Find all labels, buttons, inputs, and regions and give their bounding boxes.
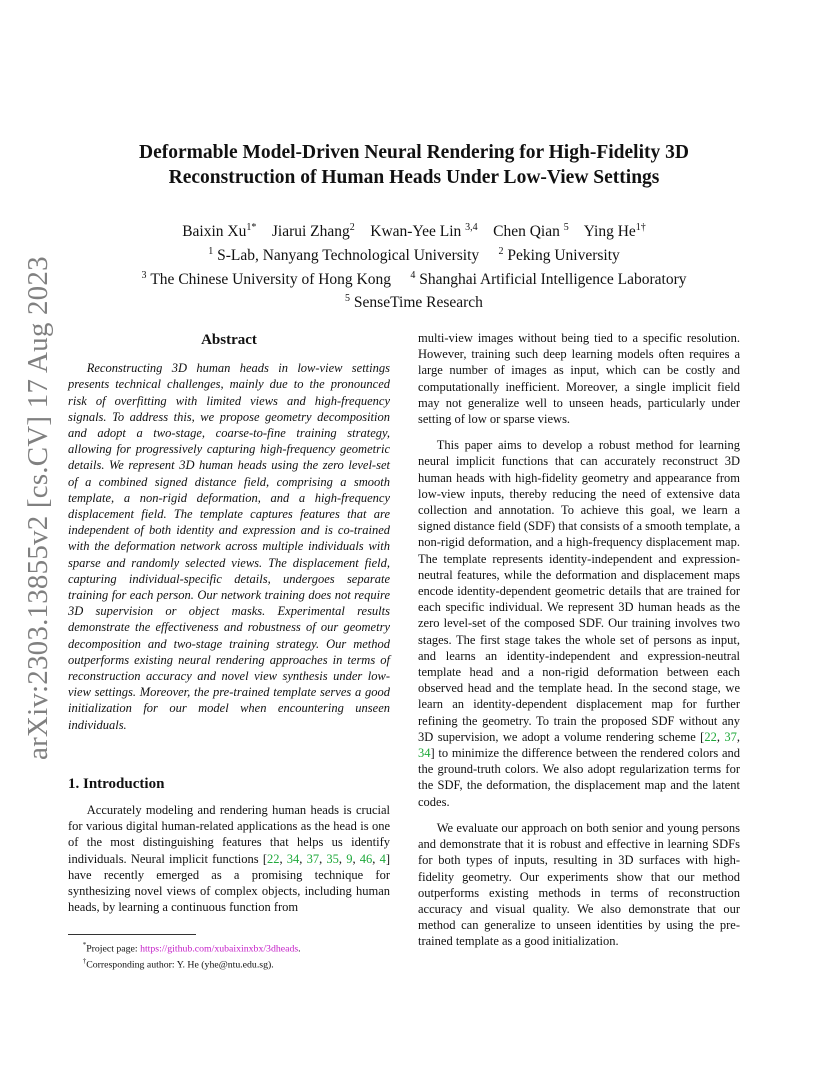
- affiliation-line-3: [80, 289, 748, 313]
- intro-text: ] to minimize the difference between the rendered colors and the ground-truth colors. We also adopt regularization terms for the SDF, the deformation, the displacement map and the latent codes.: [418, 746, 740, 809]
- citation-link[interactable]: 35: [326, 851, 339, 866]
- affiliation-sup: 4: [410, 269, 416, 281]
- footnote-mark: *: [82, 941, 87, 949]
- author-block: [80, 218, 748, 313]
- intro-paragraph-1-continued: multi-view images without being tied to a specific resolution. However, training such deep learning models often requires a large number of images as input, which can be costly and computationally inefficient. Moreover, a single implicit field may not generalize well to unseen heads, particularly under setting of low or sparse views.: [418, 331, 740, 427]
- footnote-1: [68, 939, 390, 955]
- title-line-2: Reconstruction of Human Heads Under Low-View Settings: [168, 167, 660, 188]
- affiliation: The Chinese University of Hong Kong: [150, 270, 391, 288]
- author-name: Kwan-Yee Lin: [370, 223, 462, 241]
- author-name: Baixin Xu: [182, 223, 247, 241]
- author-sup: 2: [349, 222, 355, 233]
- footnote-text: Corresponding author: Y. He (yhe@ntu.edu.sg).: [86, 959, 274, 971]
- citation-link[interactable]: 22: [266, 851, 280, 866]
- footnotes: [68, 939, 390, 972]
- author-list: [80, 218, 748, 242]
- intro-paragraph-2: This paper aims to develop a robust method for learning neural implicit functions that can accurately reconstruct 3D human heads with high-fidelity geometry and appearance from low-view inputs, thereby reducing the need of extensive data collection and annotation. To achieve this goal, we learn a signed distance field (SDF) that consists of a smooth template, a non-rigid deformation, and a high-frequency displacement map. The template represents identity-independent and expression-neutral features, while the deformation and displacement maps encode identity-dependent geometric details that are trained for each specific individual. We represent 3D human heads as the zero level-set of the composed SDF. Our training involves two stages. The first stage takes the whole set of persons as input, and learns an identity-independent and expression-neutral template head and a non-rigid deformation between each observed head and the template head. In the second stage, we learn an identity-dependent displacement map for further refining the geometry. To train the proposed SDF without any 3D supervision, we adopt a volume rendering scheme [22, 37, 34] to minimize the difference between the rendered colors and the ground-truth colors. We also adopt regularization terms for the SDF, the deformation, the displacement map and the latent codes.: [418, 438, 740, 809]
- affiliation: Peking University: [507, 246, 620, 264]
- citation-link[interactable]: 37: [306, 851, 320, 866]
- affiliation-sup: 3: [141, 269, 147, 281]
- introduction-heading: 1. Introduction: [68, 775, 165, 792]
- author-name: Jiarui Zhang: [271, 223, 350, 241]
- affiliation: SenseTime Research: [353, 294, 483, 312]
- footnote-rule: [68, 934, 196, 935]
- affiliation: S-Lab, Nanyang Technological University: [217, 246, 480, 264]
- author-sup: 1†: [635, 222, 646, 233]
- intro-text: Accurately modeling and rendering human heads is crucial for various digital human-related applications as the head is one of the most distinguishing features that helps us identify individuals. Neural implicit functions [: [68, 803, 390, 866]
- citation-link[interactable]: 34: [286, 851, 300, 866]
- left-column: [68, 330, 390, 926]
- citation-link[interactable]: 22: [704, 729, 717, 744]
- footnote-text: .: [298, 943, 301, 955]
- affiliation-sup: 2: [498, 245, 504, 257]
- paper-title: [100, 140, 728, 190]
- project-page-link[interactable]: https://github.com/xubaixinxbx/3dheads: [140, 943, 299, 955]
- affiliation-sup: 5: [345, 293, 351, 305]
- author-name: Ying He: [583, 223, 636, 241]
- citation-link[interactable]: 4: [379, 851, 386, 866]
- citation-link[interactable]: 37: [724, 729, 737, 744]
- affiliation-line-2: [80, 266, 748, 290]
- citation-link[interactable]: 34: [418, 746, 431, 761]
- arxiv-stamp: arXiv:2303.13855v2 [cs.CV] 17 Aug 2023: [22, 256, 54, 760]
- citation-link[interactable]: 9: [346, 851, 353, 866]
- intro-paragraph-3: We evaluate our approach on both senior and young persons and demonstrate that it is robust and effective in learning SDFs for both types of inputs, resulting in 3D surfaces with high-fidelity geometry. Our experiments show that our method outperforms existing methods in terms of reconstruction accuracy and visual quality. We also demonstrate that our method can generalize to unseen identities by using the pre-trained template as a good initialization.: [418, 820, 740, 949]
- author-name: Chen Qian: [493, 223, 560, 241]
- affiliation-sup: 1: [208, 245, 214, 257]
- right-column: [418, 330, 740, 960]
- author-sup: 1*: [246, 222, 257, 233]
- footnote-text: Project page:: [86, 943, 141, 955]
- intro-paragraph-1: Accurately modeling and rendering human heads is crucial for various digital human-related applications as the head is one of the most distinguishing features that helps us identify individuals. Neural implicit functions [22, 34, 37, 35, 9, 46, 4] have recently emerged as a promising technique for synthesizing novel views of complex objects, including human heads, by learning a continuous function from: [68, 803, 391, 915]
- author-sup: 3,4: [465, 222, 478, 233]
- abstract-heading: Abstract: [201, 332, 257, 348]
- title-line-1: Deformable Model-Driven Neural Rendering for High-Fidelity 3D: [139, 142, 689, 163]
- affiliation-line-1: [80, 242, 748, 266]
- footnote-2: [68, 955, 390, 971]
- footnote-mark: †: [82, 957, 87, 966]
- author-sup: 5: [563, 222, 569, 233]
- intro-text: This paper aims to develop a robust method for learning neural implicit functions that can accurately reconstruct 3D human heads with high-fidelity geometry and appearance from low-view inputs, thereby reducing the need of extensive data collection and annotation. To achieve this goal, we learn a signed distance field (SDF) that consists of a smooth template, a non-rigid deformation, and a high-frequency displacement map. The template represents identity-independent and expression-neutral features, while the deformation and displacement maps encode identity-dependent geometric details that are trained for each specific individual. We represent 3D human heads as the zero level-set of the composed SDF. Our training involves two stages. The first stage takes the whole set of persons as input, and learns an identity-independent and expression-neutral template head and a non-rigid deformation between each observed head and the template head. In the second stage, we learn an identity-dependent displacement map for further refining the geometry. To train the proposed SDF without any 3D supervision, we adopt a volume rendering scheme [: [418, 438, 740, 744]
- intro-text: ] have recently emerged as a promising technique for synthesizing novel views of complex objects, including human heads, by learning a continuous function from: [68, 851, 391, 915]
- abstract-text: Reconstructing 3D human heads in low-view settings presents technical challenges, mainly due to the pronounced risk of overfitting with limited views and high-frequency signals. To address this, we propose geometry decomposition and adopt a two-stage, coarse-to-fine training strategy, allowing for progressively capturing high-frequency geometric details. We represent 3D human heads using the zero level-set of a combined signed distance field, comprising a smooth template, a non-rigid deformation, and a high-frequency displacement field. The template captures features that are independent of both identity and expression and is co-trained with the deformation network across multiple individuals with sparse and randomly selected views. The displacement field, capturing individual-specific details, undergoes separate training for each person. Our network training does not require 3D supervision or object masks. Experimental results demonstrate the effectiveness and robustness of our geometry decomposition and two-stage training strategy. Our method outperforms existing neural rendering approaches in terms of reconstruction accuracy and novel view synthesis under low-view settings. Moreover, the pre-trained template serves a good initialization for our model when encountering unseen individuals.: [68, 361, 390, 732]
- affiliation: Shanghai Artificial Intelligence Laboratory: [419, 270, 687, 288]
- citation-link[interactable]: 46: [359, 851, 373, 866]
